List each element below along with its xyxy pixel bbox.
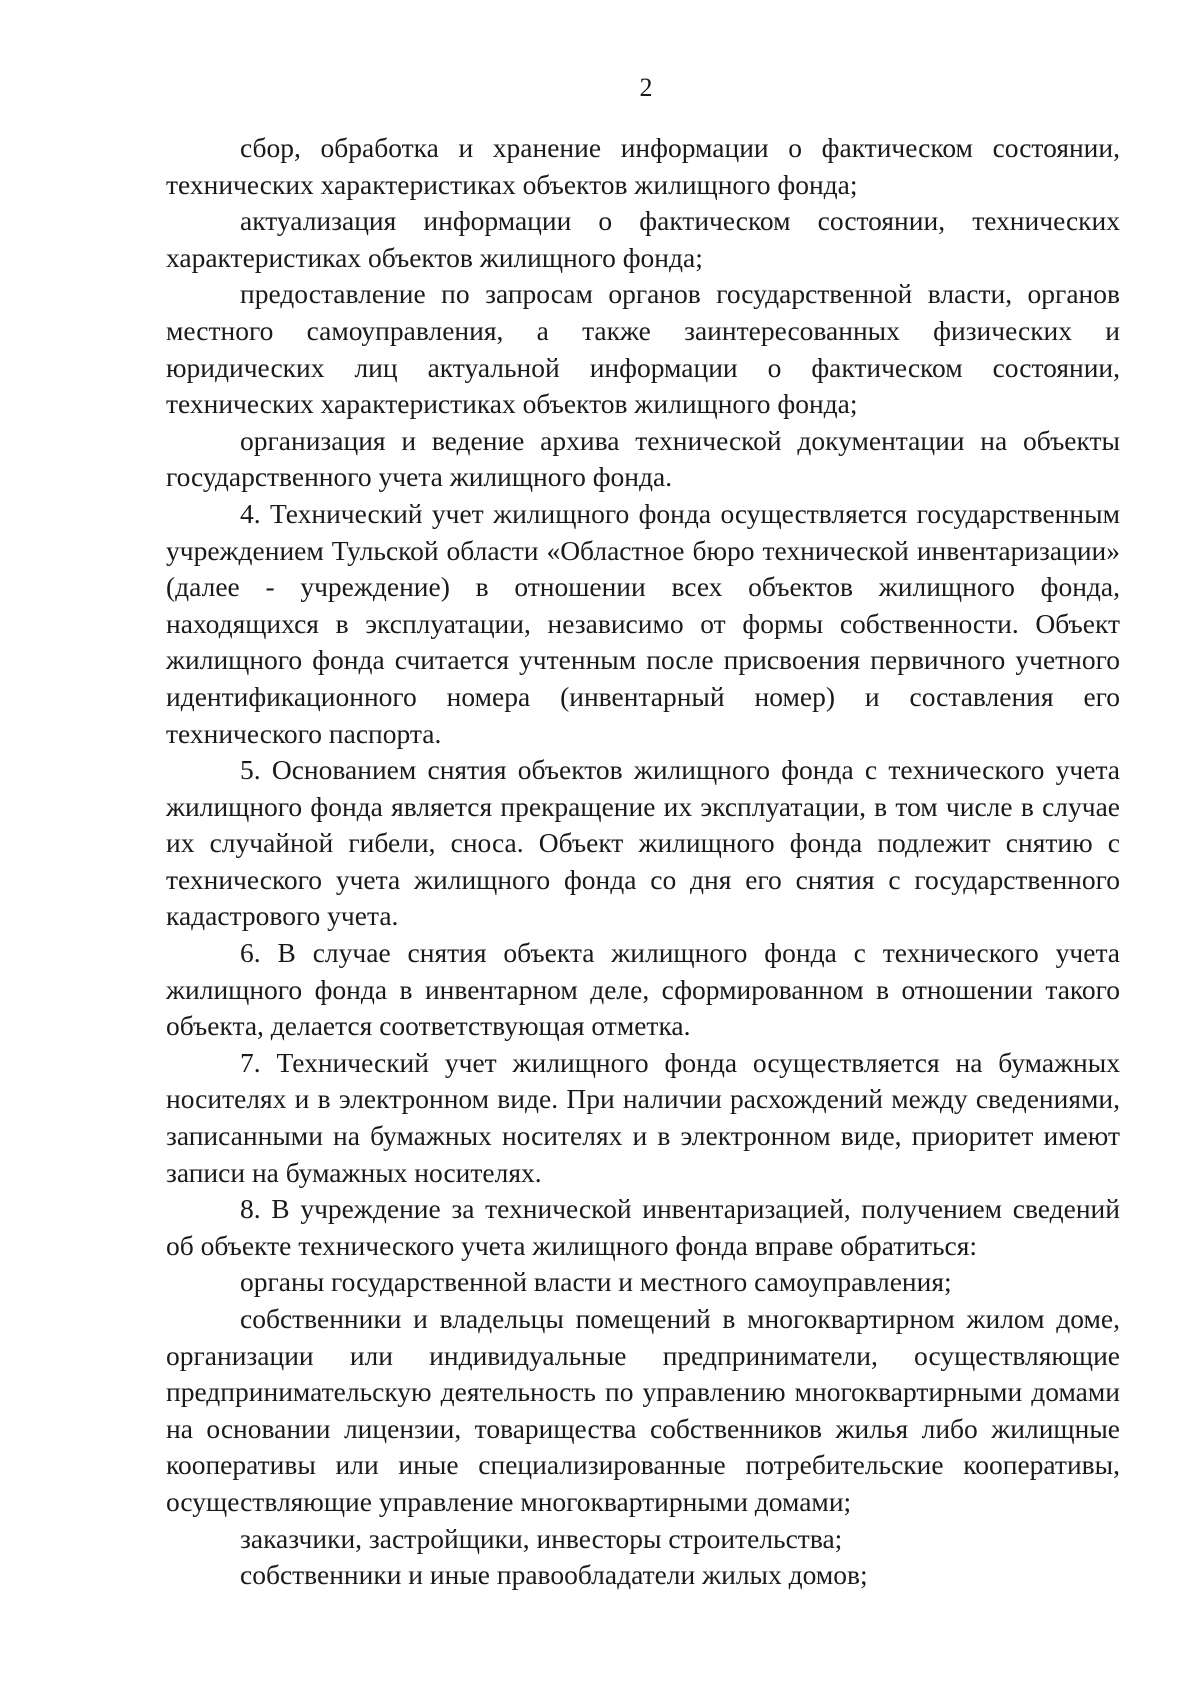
paragraph-clause-6: 6. В случае снятия объекта жилищного фонда с технического учета жилищного фонда в инвентарном деле, сформированном в отношении такого объекта, делается соответствующая отметка. — [166, 937, 1120, 1042]
document-body — [166, 130, 1120, 1594]
paragraph-clause-5: 5. Основанием снятия объектов жилищного фонда с технического учета жилищного фонда является прекращение их эксплуатации, в том числе в случае их случайной гибели, сноса. Объект жилищного фонда подлежит снятию с технического учета жилищного фонда со дня его снятия с государственного кадастрового учета. — [166, 754, 1120, 932]
paragraph-archive-item: организация и ведение архива технической документации на объекты государственного учета жилищного фонда. — [166, 424, 1120, 493]
paragraph-authorities-item: органы государственной власти и местного самоуправления; — [240, 1266, 952, 1298]
paragraph-clause-4: 4. Технический учет жилищного фонда осуществляется государственным учреждением Тульской области «Областное бюро технической инвентаризации» (далее - учреждение) в отношении всех объектов жилищного фонда, находящихся в эксплуатации, независимо от формы собственности. Объект жилищного фонда считается учтенным после присвоения первичного учетного идентификационного номера (инвентарный номер) и составления его технического паспорта. — [166, 497, 1120, 749]
paragraph-collection-item: сбор, обработка и хранение информации о фактическом состоянии, технических характеристиках объектов жилищного фонда; — [166, 132, 1120, 200]
paragraph-clause-8: 8. В учреждение за технической инвентаризацией, получением сведений об объекте технического учета жилищного фонда вправе обратиться: — [166, 1193, 1120, 1261]
paragraph-customers-item: заказчики, застройщики, инвесторы строительства; — [240, 1522, 843, 1554]
paragraph-update-item: актуализация информации о фактическом состоянии, технических характеристиках объектов жилищного фонда; — [166, 205, 1120, 273]
paragraph-rightholders-item: собственники и иные правообладатели жилых домов; — [240, 1559, 868, 1591]
paragraph-clause-7: 7. Технический учет жилищного фонда осуществляется на бумажных носителях и в электронном виде. При наличии расхождений между сведениями, записанными на бумажных носителях и в электронном виде, приоритет имеют записи на бумажных носителях. — [166, 1046, 1120, 1188]
paragraph-provision-item: предоставление по запросам органов государственной власти, органов местного самоуправления, а также заинтересованных физических и юридических лиц актуальной информации о фактическом состоянии, технических характеристиках объектов жилищного фонда; — [166, 278, 1120, 420]
paragraph-owners-item: собственники и владельцы помещений в многоквартирном жилом доме, организации или индивидуальные предприниматели, осуществляющие предпринимательскую деятельность по управлению многоквартирными домами на основании лицензии, товарищества собственников жилья либо жилищные кооперативы или иные специализированные потребительские кооперативы, осуществляющие управление многоквартирными домами; — [166, 1303, 1120, 1517]
page-number: 2 — [639, 73, 653, 102]
